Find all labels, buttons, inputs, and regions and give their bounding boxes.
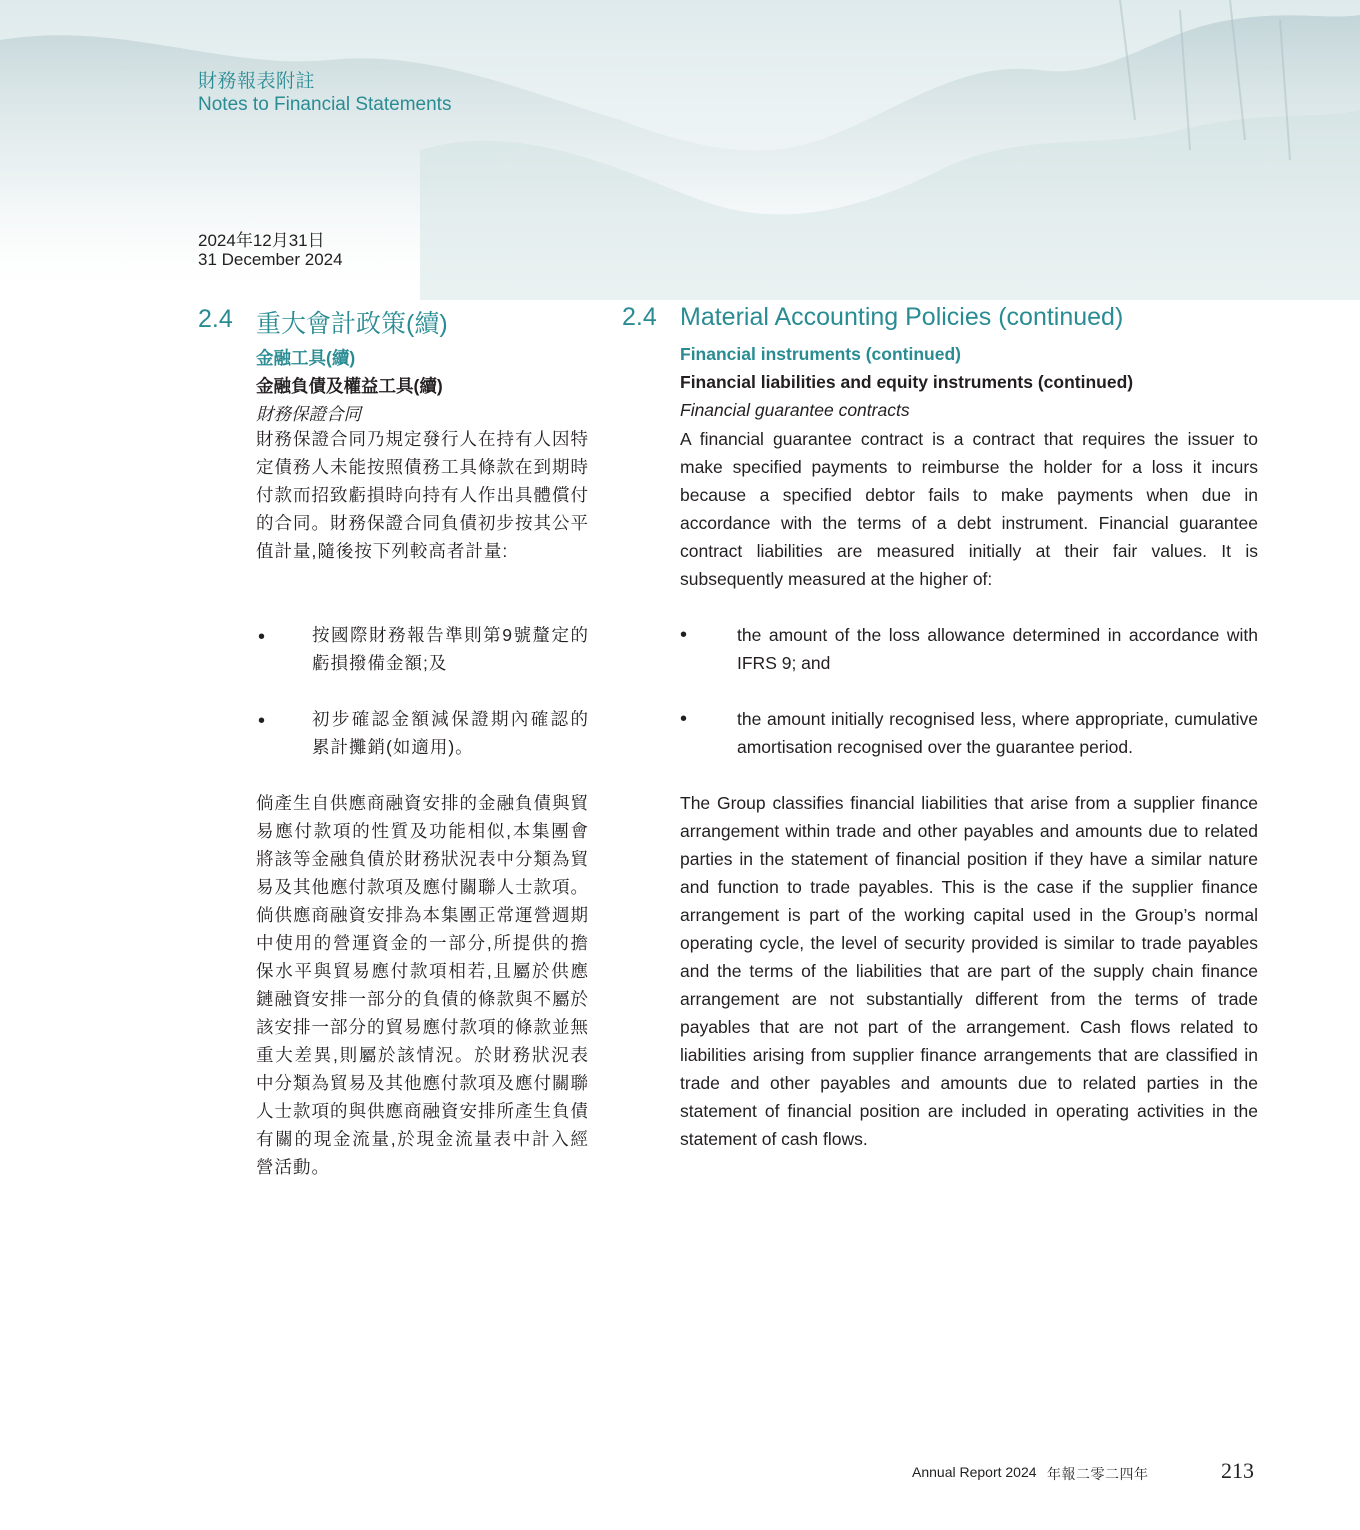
bullet-item-zh-1: 按國際財務報告準則第9號釐定的虧損撥備金額;及 <box>312 625 589 673</box>
bullet-item-zh-2: 初步確認金額減保證期內確認的累計攤銷(如適用)。 <box>312 709 589 757</box>
subheading-financial-liabilities-zh: 金融負債及權益工具(續) <box>256 376 443 396</box>
footer-report-zh: 年報二零二四年 <box>1047 1466 1149 1482</box>
subheading-financial-liabilities-en: Financial liabilities and equity instruments (continued) <box>680 372 1134 392</box>
date-zh: 2024年12月31日 <box>198 231 325 250</box>
bullet-icon: • <box>258 626 266 648</box>
section-number-zh: 2.4 <box>198 305 233 333</box>
bullet-icon: • <box>680 708 688 730</box>
subheading-financial-instruments-zh: 金融工具(續) <box>256 348 356 368</box>
subheading-financial-instruments-en: Financial instruments (continued) <box>680 344 961 364</box>
section-title-en: Material Accounting Policies (continued) <box>680 303 1124 331</box>
subheading-guarantee-contracts-en: Financial guarantee contracts <box>680 400 910 420</box>
page-number: 213 <box>1221 1458 1254 1483</box>
bullet-item-en-2: the amount initially recognised less, where appropriate, cumulative amortisation recognised over the guarantee period. <box>737 709 1258 757</box>
paragraph-guarantee-en: A financial guarantee contract is a contract that requires the issuer to make specified payments to reimburse the holder for a loss it incurs because a specified debtor fails to make payments when due in accordance with the terms of a debt instrument. Financial guarantee contract liabilities are measured initially at their fair values. It is subsequently measured at the higher of: <box>680 429 1258 589</box>
bullet-icon: • <box>258 710 266 732</box>
bullet-item-en-1: the amount of the loss allowance determined in accordance with IFRS 9; and <box>737 625 1258 673</box>
paragraph-supplier-finance-zh: 倘產生自供應商融資安排的金融負債與貿易應付款項的性質及功能相似,本集團會將該等金融負債於財務狀況表中分類為貿易及其他應付款項及應付關聯人士款項。倘供應商融資安排為本集團正常運營週期中使用的營運資金的一部分,所提供的擔保水平與貿易應付款項相若,且屬於供應鏈融資安排一部分的負債的條款與不屬於該安排一部分的貿易應付款項的條款並無重大差異,則屬於該情況。於財務狀況表中分類為貿易及其他應付款項及應付關聯人士款項的與供應商融資安排所產生負債有關的現金流量,於現金流量表中計入經營活動。 <box>256 793 589 1177</box>
header-title-en: Notes to Financial Statements <box>198 94 452 115</box>
paragraph-supplier-finance-en: The Group classifies financial liabilities that arise from a supplier finance arrangement within trade and other payables and amounts due to related parties in the statement of financial position if they have a similar nature and function to trade payables. This is the case if the supplier finance arrangement is part of the working capital used in the Group’s normal operating cycle, the level of security provided is similar to trade payables and the terms of the liabilities that are part of the supply chain finance arrangement are not substantially different from the terms of trade payables that are not part of the arrangement. Cash flows related to liabilities arising from supplier finance arrangements that are classified in trade and other payables and amounts due to related parties in the statement of financial position are included in operating activities in the statement of cash flows. <box>680 793 1258 1149</box>
section-number-en: 2.4 <box>622 303 657 331</box>
footer-report-en: Annual Report 2024 <box>912 1464 1037 1480</box>
paragraph-guarantee-zh: 財務保證合同乃規定發行人在持有人因特定債務人未能按照債務工具條款在到期時付款而招致虧損時向持有人作出具體償付的合同。財務保證合同負債初步按其公平值計量,隨後按下列較高者計量: <box>256 429 589 561</box>
subheading-guarantee-contracts-zh: 財務保證合同 <box>256 404 361 424</box>
date-en: 31 December 2024 <box>198 250 343 269</box>
bullet-icon: • <box>680 624 688 646</box>
header-title-zh: 財務報表附註 <box>198 71 316 92</box>
section-title-zh: 重大會計政策(續) <box>256 310 448 338</box>
